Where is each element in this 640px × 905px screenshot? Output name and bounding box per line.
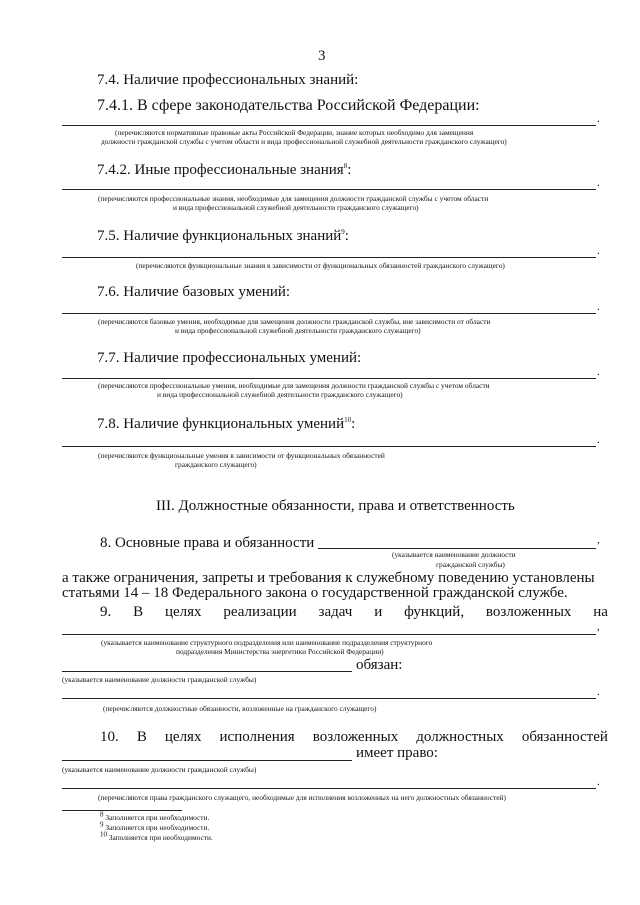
item-9-obliged: обязан:	[356, 657, 403, 673]
comma-mark: ,	[597, 534, 600, 546]
note-7-5-line1: (перечисляются функциональные знания в зависимости от функциональных обязанностей гражданского служащего)	[136, 261, 505, 270]
line-end-mark: .	[597, 177, 600, 189]
item-9-word: возложенных	[485, 604, 572, 620]
item-9-word: функций,	[404, 604, 465, 620]
item-10-word: 10.	[100, 729, 119, 745]
item-10-line	[100, 729, 608, 746]
fill-line-item-10-position	[62, 760, 352, 761]
heading-7-7: 7.7. Наличие профессиональных умений:	[97, 350, 362, 366]
footnote-text: Заполняется при необходимости.	[108, 833, 213, 842]
footnote-number: 10	[100, 830, 107, 839]
fill-line-item-10-rights	[62, 788, 596, 789]
note-item-9-line2: подразделения Министерства энергетики Российской Федерации)	[176, 647, 384, 656]
item-9-word: реализации	[223, 604, 297, 620]
item-10-word: В	[136, 729, 147, 745]
note-item-10-rights: (перечисляются права гражданского служащего, необходимые для исполнения возложенных на него должностных обязанностей)	[98, 793, 506, 802]
fill-line-7-8	[62, 446, 596, 447]
item-10-word: целях	[164, 729, 202, 745]
footnote-10	[100, 830, 213, 843]
line-end-mark: .	[597, 776, 600, 788]
item-9-line	[100, 604, 608, 621]
note-item-8-line1: (указывается наименование должности	[392, 550, 516, 559]
footnote-ref-9: 9	[341, 228, 345, 236]
item-9-word: В	[133, 604, 144, 620]
heading-7-8-text: 7.8. Наличие функциональных умений	[97, 416, 345, 432]
heading-7-4-2-text: 7.4.2. Иные профессиональные знания	[97, 162, 344, 178]
heading-7-4: 7.4. Наличие профессиональных знаний:	[97, 72, 359, 88]
section-3-title: III. Должностные обязанности, права и ответственность	[156, 498, 515, 514]
item-9-word: целях	[164, 604, 202, 620]
footnote-text: Заполняется при необходимости.	[105, 823, 210, 832]
note-7-7-line2: и вида профессиональной служебной деятельности гражданского служащего)	[157, 390, 403, 399]
line-end-mark: .	[597, 686, 600, 698]
fill-line-item-8	[318, 548, 596, 549]
fill-line-item-9-subdivision	[62, 634, 596, 635]
footnote-ref-10: 10	[344, 416, 352, 424]
note-7-4-2-line1: (перечисляются профессиональные знания, необходимые для замещения должности гражданской службы с учетом области	[98, 194, 489, 203]
heading-7-5	[97, 228, 349, 245]
note-7-4-1-line2: должности гражданской службы с учетом области и вида профессиональной служебной деятельности гражданского служащего)	[101, 137, 507, 146]
line-end-mark: .	[597, 434, 600, 446]
fill-line-7-4-1	[62, 125, 596, 126]
item-9-word: 9.	[100, 604, 112, 620]
footnote-separator	[62, 810, 182, 811]
note-7-6-line1: (перечисляются базовые умения, необходимые для замещения должности гражданской службы, вне зависимости от области	[98, 317, 491, 326]
fill-line-7-6	[62, 313, 596, 314]
fill-line-item-9-position	[62, 671, 352, 672]
note-7-8-line2: гражданского служащего)	[175, 460, 257, 469]
note-item-9-duties: (перечисляются должностные обязанности, возложенные на гражданского служащего)	[103, 704, 377, 713]
note-7-4-2-line2: и вида профессиональной служебной деятельности гражданского служащего)	[173, 203, 419, 212]
heading-7-8	[97, 416, 355, 433]
item-10-word: исполнения	[219, 729, 295, 745]
footnote-number: 9	[100, 820, 104, 829]
footnote-text: Заполняется при необходимости.	[105, 813, 210, 822]
line-end-mark: .	[597, 366, 600, 378]
item-9-word: задач	[318, 604, 353, 620]
line-end-mark: .	[597, 245, 600, 257]
footnote-number: 8	[100, 810, 104, 819]
heading-colon: :	[347, 162, 352, 178]
note-item-8-line2: гражданской службы)	[436, 560, 505, 569]
item-9-word: на	[593, 604, 608, 620]
note-item-9-line1: (указывается наименование структурного подразделения или наименование подразделения структурного	[101, 638, 433, 647]
comma-mark: ,	[597, 621, 600, 633]
note-7-4-1-line1: (перечисляются нормативные правовые акты Российской Федерации, знание которых необходимо для замещения	[115, 128, 474, 137]
fill-line-7-4-2	[62, 189, 596, 190]
footnote-9	[100, 820, 210, 833]
heading-7-4-2	[97, 162, 351, 179]
item-10-word: возложенных	[312, 729, 399, 745]
line-end-mark: .	[597, 113, 600, 125]
note-7-6-line2: и вида профессиональной служебной деятельности гражданского служащего)	[175, 326, 421, 335]
heading-7-5-text: 7.5. Наличие функциональных знаний	[97, 228, 342, 244]
footnote-8	[100, 810, 210, 823]
item-10-word: обязанностей	[521, 729, 608, 745]
note-item-9-position: (указывается наименование должности гражданской службы)	[62, 675, 257, 684]
item-8-text: 8. Основные права и обязанности	[100, 535, 315, 551]
fill-line-7-5	[62, 257, 596, 258]
item-8-para-line1: а также ограничения, запреты и требования к служебному поведению установлены	[62, 570, 595, 586]
heading-7-6: 7.6. Наличие базовых умений:	[97, 284, 291, 300]
item-9-word: и	[374, 604, 383, 620]
item-10-word: должностных	[416, 729, 504, 745]
line-end-mark: .	[597, 301, 600, 313]
item-10-has-right: имеет право:	[356, 745, 438, 761]
note-7-7-line1: (перечисляются профессиональные умения, необходимые для замещения должности гражданской службы с учетом области	[98, 381, 490, 390]
footnote-ref-8: 8	[343, 162, 348, 170]
page-number: 3	[318, 48, 326, 64]
item-8-para-line2: статьями 14 – 18 Федерального закона о государственной гражданской службе.	[62, 585, 568, 601]
heading-7-4-1: 7.4.1. В сфере законодательства Российской Федерации:	[97, 97, 480, 114]
heading-colon: :	[344, 228, 349, 244]
fill-line-item-9-duties	[62, 698, 596, 699]
note-item-10-position: (указывается наименование должности гражданской службы)	[62, 765, 257, 774]
heading-colon: :	[351, 416, 356, 432]
note-7-8-line1: (перечисляются функциональные умения в зависимости от функциональных обязанностей	[98, 451, 385, 460]
fill-line-7-7	[62, 378, 596, 379]
